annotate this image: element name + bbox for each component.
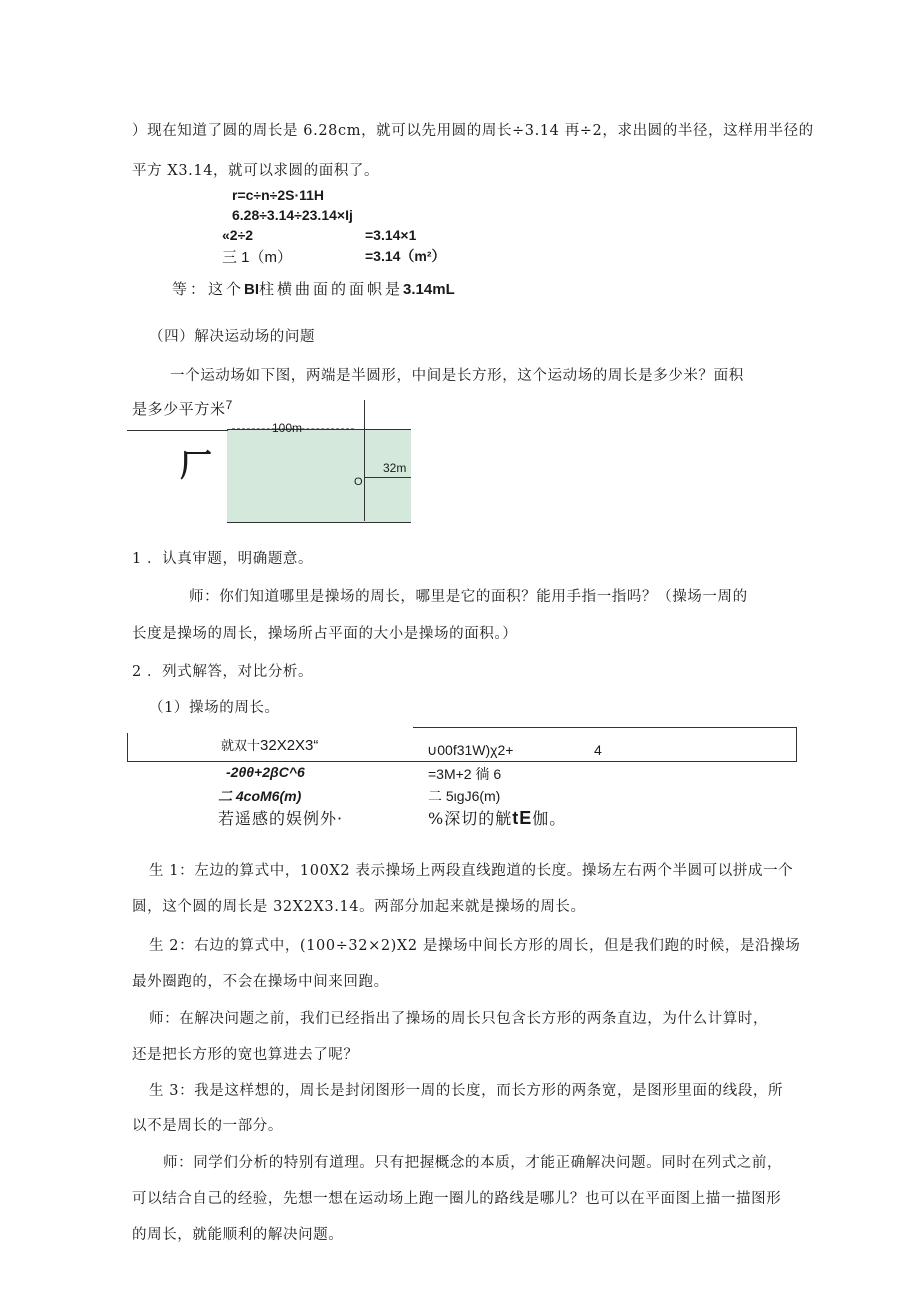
- calc2-left-row2: -2θθ+2βC^6: [226, 764, 305, 780]
- calc2-right-row4: [428, 806, 566, 829]
- calc2-right-row4-mid: tE: [512, 808, 533, 828]
- calc2-right-row4-suffix: 伽。: [532, 809, 567, 828]
- calc2-left-row3: 二 4coM6(m): [218, 788, 302, 804]
- discussion-4-line2: 以不是周长的一部分。: [132, 1118, 283, 1134]
- discussion-3-line1: 师：在解决问题之前，我们已经指出了操场的周长只包含长方形的两条直边，为什么计算时，: [149, 1011, 769, 1027]
- calc2-right-row4-prefix: %深切的觥: [428, 809, 513, 828]
- calc2-right-row1: ∪00f31W)χ2+: [427, 742, 514, 758]
- closing-line1: 师：同学们分析的特别有道理。只有把握概念的本质，才能正确解决问题。同时在列式之前，: [163, 1155, 783, 1171]
- discussion-1-line1: 生 1：左边的算式中，100X2 表示操场上两段直线跑道的长度。操场左右两个半圆可以拼成一个: [149, 863, 794, 879]
- frame-top-right: [413, 727, 797, 728]
- discussion-2-line2: 最外圈跑的，不会在操场中间来回跑。: [132, 974, 389, 990]
- discussion-1-line2: 圆，这个圆的周长是 32X2X3.14。两部分加起来就是操场的周长。: [132, 899, 586, 915]
- calc2-left-row1-expr: 32X2X3“: [260, 737, 319, 754]
- frame-right: [796, 727, 797, 762]
- calc1-answer-mid: 柱横曲面的面帜是: [259, 280, 404, 298]
- closing-line2: 可以结合自己的经验，先想一想在运动场上跑一圈儿的路线是哪儿？也可以在平面图上描一描图形: [132, 1191, 782, 1207]
- calc1-answer-bi: BI: [244, 281, 260, 298]
- problem-mark: 7: [225, 398, 233, 412]
- calc1-row3-right: =3.14×1: [365, 227, 417, 243]
- calc2-right-row1-num: 4: [594, 742, 602, 758]
- width-label: 32m: [383, 461, 407, 475]
- calc2-left-row1-prefix: 就双十: [221, 739, 261, 754]
- calc2-right-row3: 二 5ιgJ6(m): [428, 788, 501, 804]
- calc2-right-row2: =3M+2 徜 6: [428, 766, 502, 782]
- step2-sub1: （1）操场的周长。: [149, 700, 280, 716]
- frame-bottom: [127, 761, 797, 762]
- calc1-row3-left: «2÷2: [222, 227, 254, 243]
- calc1-row4-left: 三 1（m）: [222, 249, 293, 266]
- para1-line1: ）现在知道了圆的周长是 6.28cm，就可以先用圆的周长÷3.14 再÷2，求出圆的半径，这样用半径的: [132, 123, 814, 139]
- field-rectangle: [227, 429, 411, 523]
- frame-left: [127, 733, 128, 762]
- para1-line2: 平方 X3.14，就可以求圆的面积了。: [132, 163, 380, 179]
- center-label: O: [354, 476, 363, 488]
- section4-problem-line2: [132, 398, 233, 419]
- left-glyph: 厂: [180, 447, 213, 483]
- calc2-left-row1: [221, 735, 318, 754]
- calc1-row1: r=c÷n÷2S·11H: [232, 187, 325, 203]
- section4-problem-line1: 一个运动场如下图，两端是半圆形，中间是长方形，这个运动场的周长是多少米？面积: [170, 368, 744, 384]
- calc2-left-row4: 若遥感的娱例外·: [218, 809, 344, 828]
- section4-heading: （四）解决运动场的问题: [149, 329, 316, 345]
- radius-line: [364, 477, 411, 478]
- step1-teacher-line1: 师：你们知道哪里是操场的周长，哪里是它的面积？能用手指一指吗？（操场一周的: [189, 589, 748, 605]
- discussion-2-line1: 生 2：右边的算式中，(100÷32×2)X2 是操场中间长方形的周长，但是我们跑的时候，是沿操场: [149, 938, 801, 954]
- step1-teacher-line2: 长度是操场的周长，操场所占平面的大小是操场的面积。）: [132, 626, 518, 642]
- calc1-answer-prefix: 等：这个: [172, 280, 245, 298]
- calc1-row4-right: =3.14（m²）: [365, 248, 446, 264]
- calc1-row2: 6.28÷3.14÷23.14×Ij: [232, 207, 353, 223]
- discussion-3-line2: 还是把长方形的宽也算进去了呢？: [132, 1047, 359, 1063]
- closing-line3: 的周长，就能顺利的解决问题。: [132, 1227, 344, 1243]
- calc1-answer: [172, 278, 455, 299]
- length-label: 100m: [272, 421, 303, 435]
- calc1-answer-val: 3.14mL: [403, 281, 455, 298]
- step2-title: 2 ．列式解答，对比分析。: [132, 664, 314, 680]
- problem-line2-text: 是多少平方米: [132, 401, 226, 418]
- vertical-axis-line: [364, 400, 365, 521]
- left-extension-line: [127, 430, 228, 431]
- discussion-4-line1: 生 3：我是这样想的，周长是封闭图形一周的长度，而长方形的两条宽，是图形里面的线段，所: [149, 1083, 784, 1099]
- step1-title: 1 ．认真审题，明确题意。: [132, 551, 314, 567]
